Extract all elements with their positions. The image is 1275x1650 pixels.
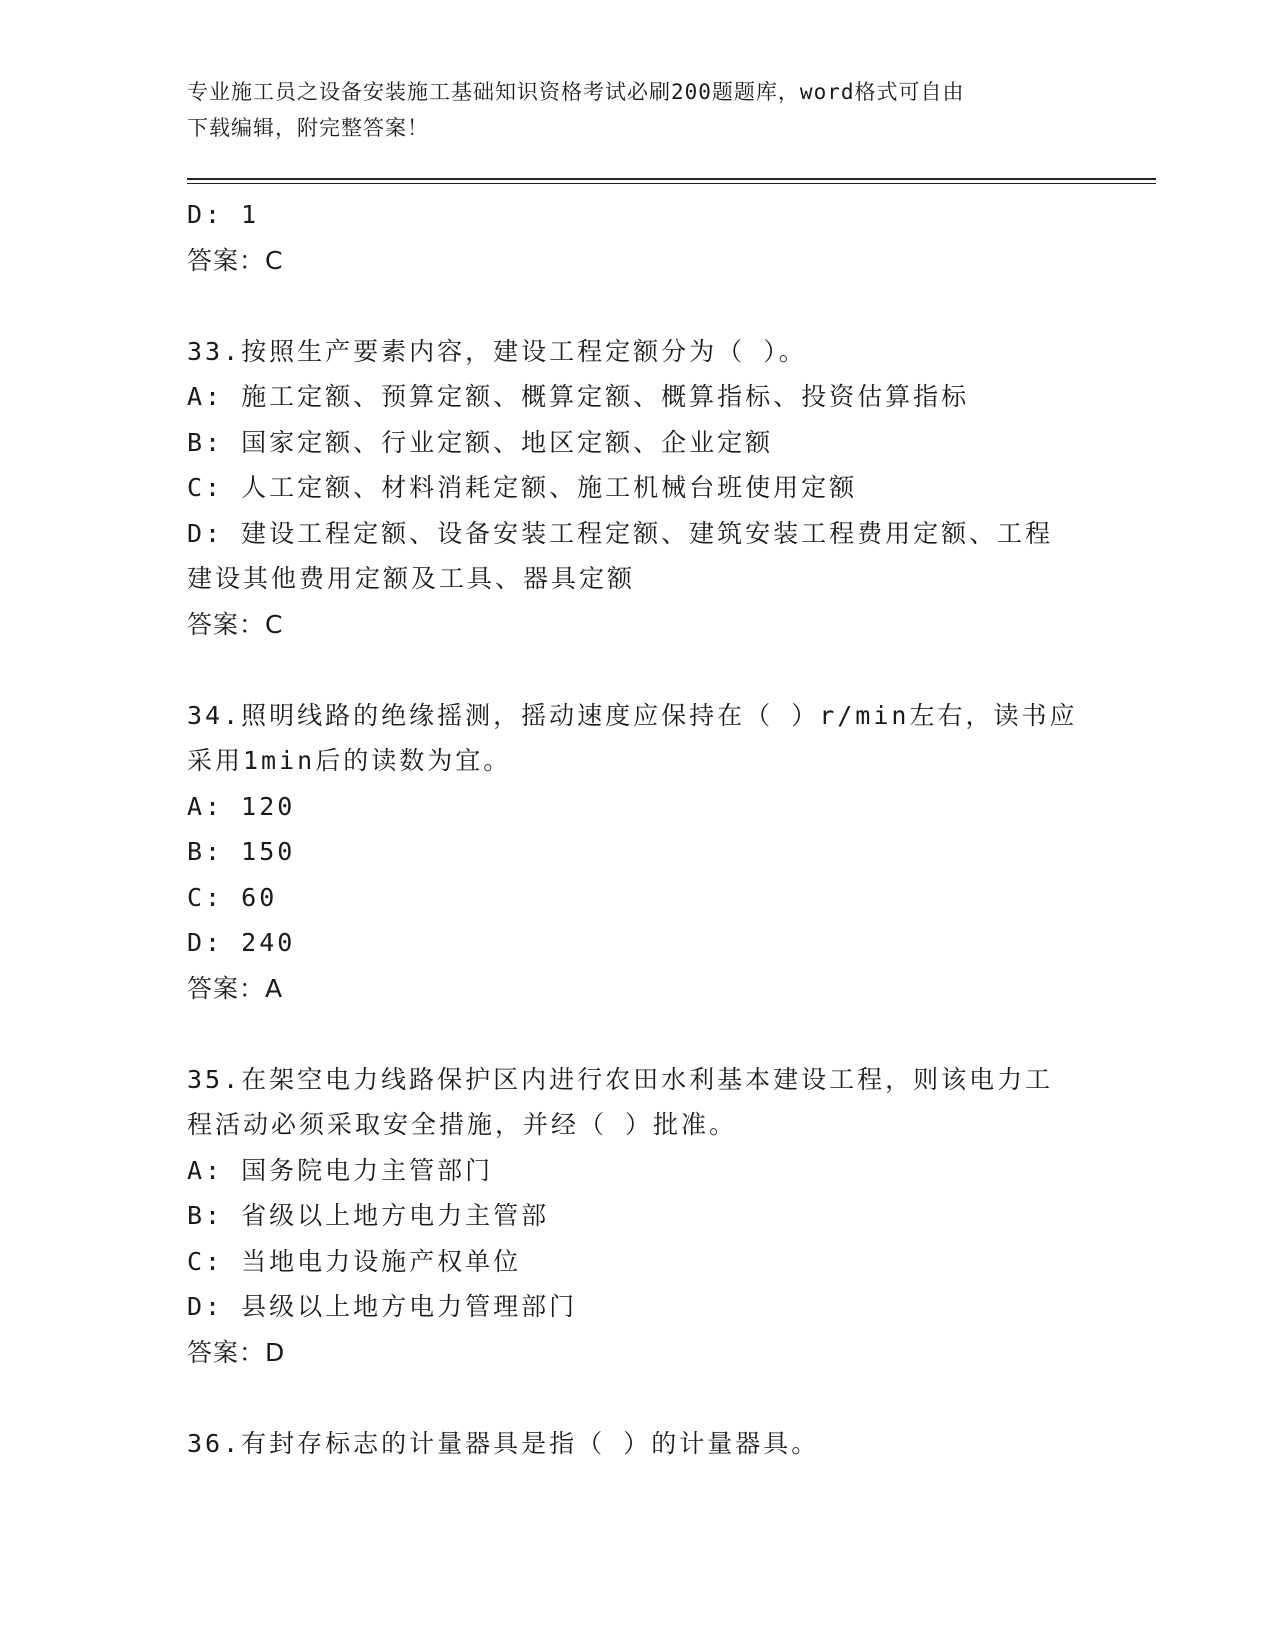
option-c: C: 人工定额、材料消耗定额、施工机械台班使用定额 [187, 473, 858, 502]
page-header [187, 74, 1067, 146]
option-a: A: 120 [187, 791, 296, 821]
question-33 [187, 329, 1087, 648]
option-b: B: 省级以上地方电力主管部 [187, 1201, 550, 1230]
option-d: D: 240 [187, 928, 296, 957]
option-b: B: 150 [187, 837, 296, 866]
question-text: 34.照明线路的绝缘摇测，摇动速度应保持在（ ）r/min左右，读书应 [187, 700, 1078, 730]
question-text: 35.在架空电力线路保护区内进行农田水利基本建设工程，则该电力工 [187, 1064, 1054, 1094]
option-c: C: 60 [187, 882, 278, 912]
option-d: D: 县级以上地方电力管理部门 [187, 1292, 578, 1321]
question-35 [187, 1057, 1087, 1376]
answer: 答案：D [187, 1337, 286, 1367]
prev-option-d: D: 1 [187, 200, 260, 229]
header-rule-thick [187, 178, 1156, 180]
prev-answer: 答案：C [187, 245, 284, 275]
question-text-continued: 程活动必须采取安全措施，并经（ ）批准。 [187, 1110, 738, 1139]
header-line-2: 下载编辑，附完整答案！ [187, 116, 429, 140]
option-d-continued: 建设其他费用定额及工具、器具定额 [187, 564, 636, 593]
question-34 [187, 693, 1087, 1012]
option-c: C: 当地电力设施产权单位 [187, 1246, 522, 1276]
question-text: 33.按照生产要素内容，建设工程定额分为（ ）。 [187, 336, 807, 366]
header-line-1: 专业施工员之设备安装施工基础知识资格考试必刷200题题库，word格式可自由 [187, 80, 965, 104]
option-a: A: 施工定额、预算定额、概算定额、概算指标、投资估算指标 [187, 382, 970, 411]
question-text: 36.有封存标志的计量器具是指（ ）的计量器具。 [187, 1428, 820, 1458]
question-list [187, 192, 1087, 1466]
header-rule-thin [187, 183, 1156, 184]
question-text-continued: 采用1min后的读数为宜。 [187, 746, 512, 775]
answer: 答案：C [187, 609, 284, 639]
option-a: A: 国务院电力主管部门 [187, 1155, 494, 1185]
option-d: D: 建设工程定额、设备安装工程定额、建筑安装工程费用定额、工程 [187, 518, 1054, 548]
option-b: B: 国家定额、行业定额、地区定额、企业定额 [187, 427, 774, 457]
question-36 [187, 1421, 1087, 1467]
answer: 答案：A [187, 973, 284, 1003]
